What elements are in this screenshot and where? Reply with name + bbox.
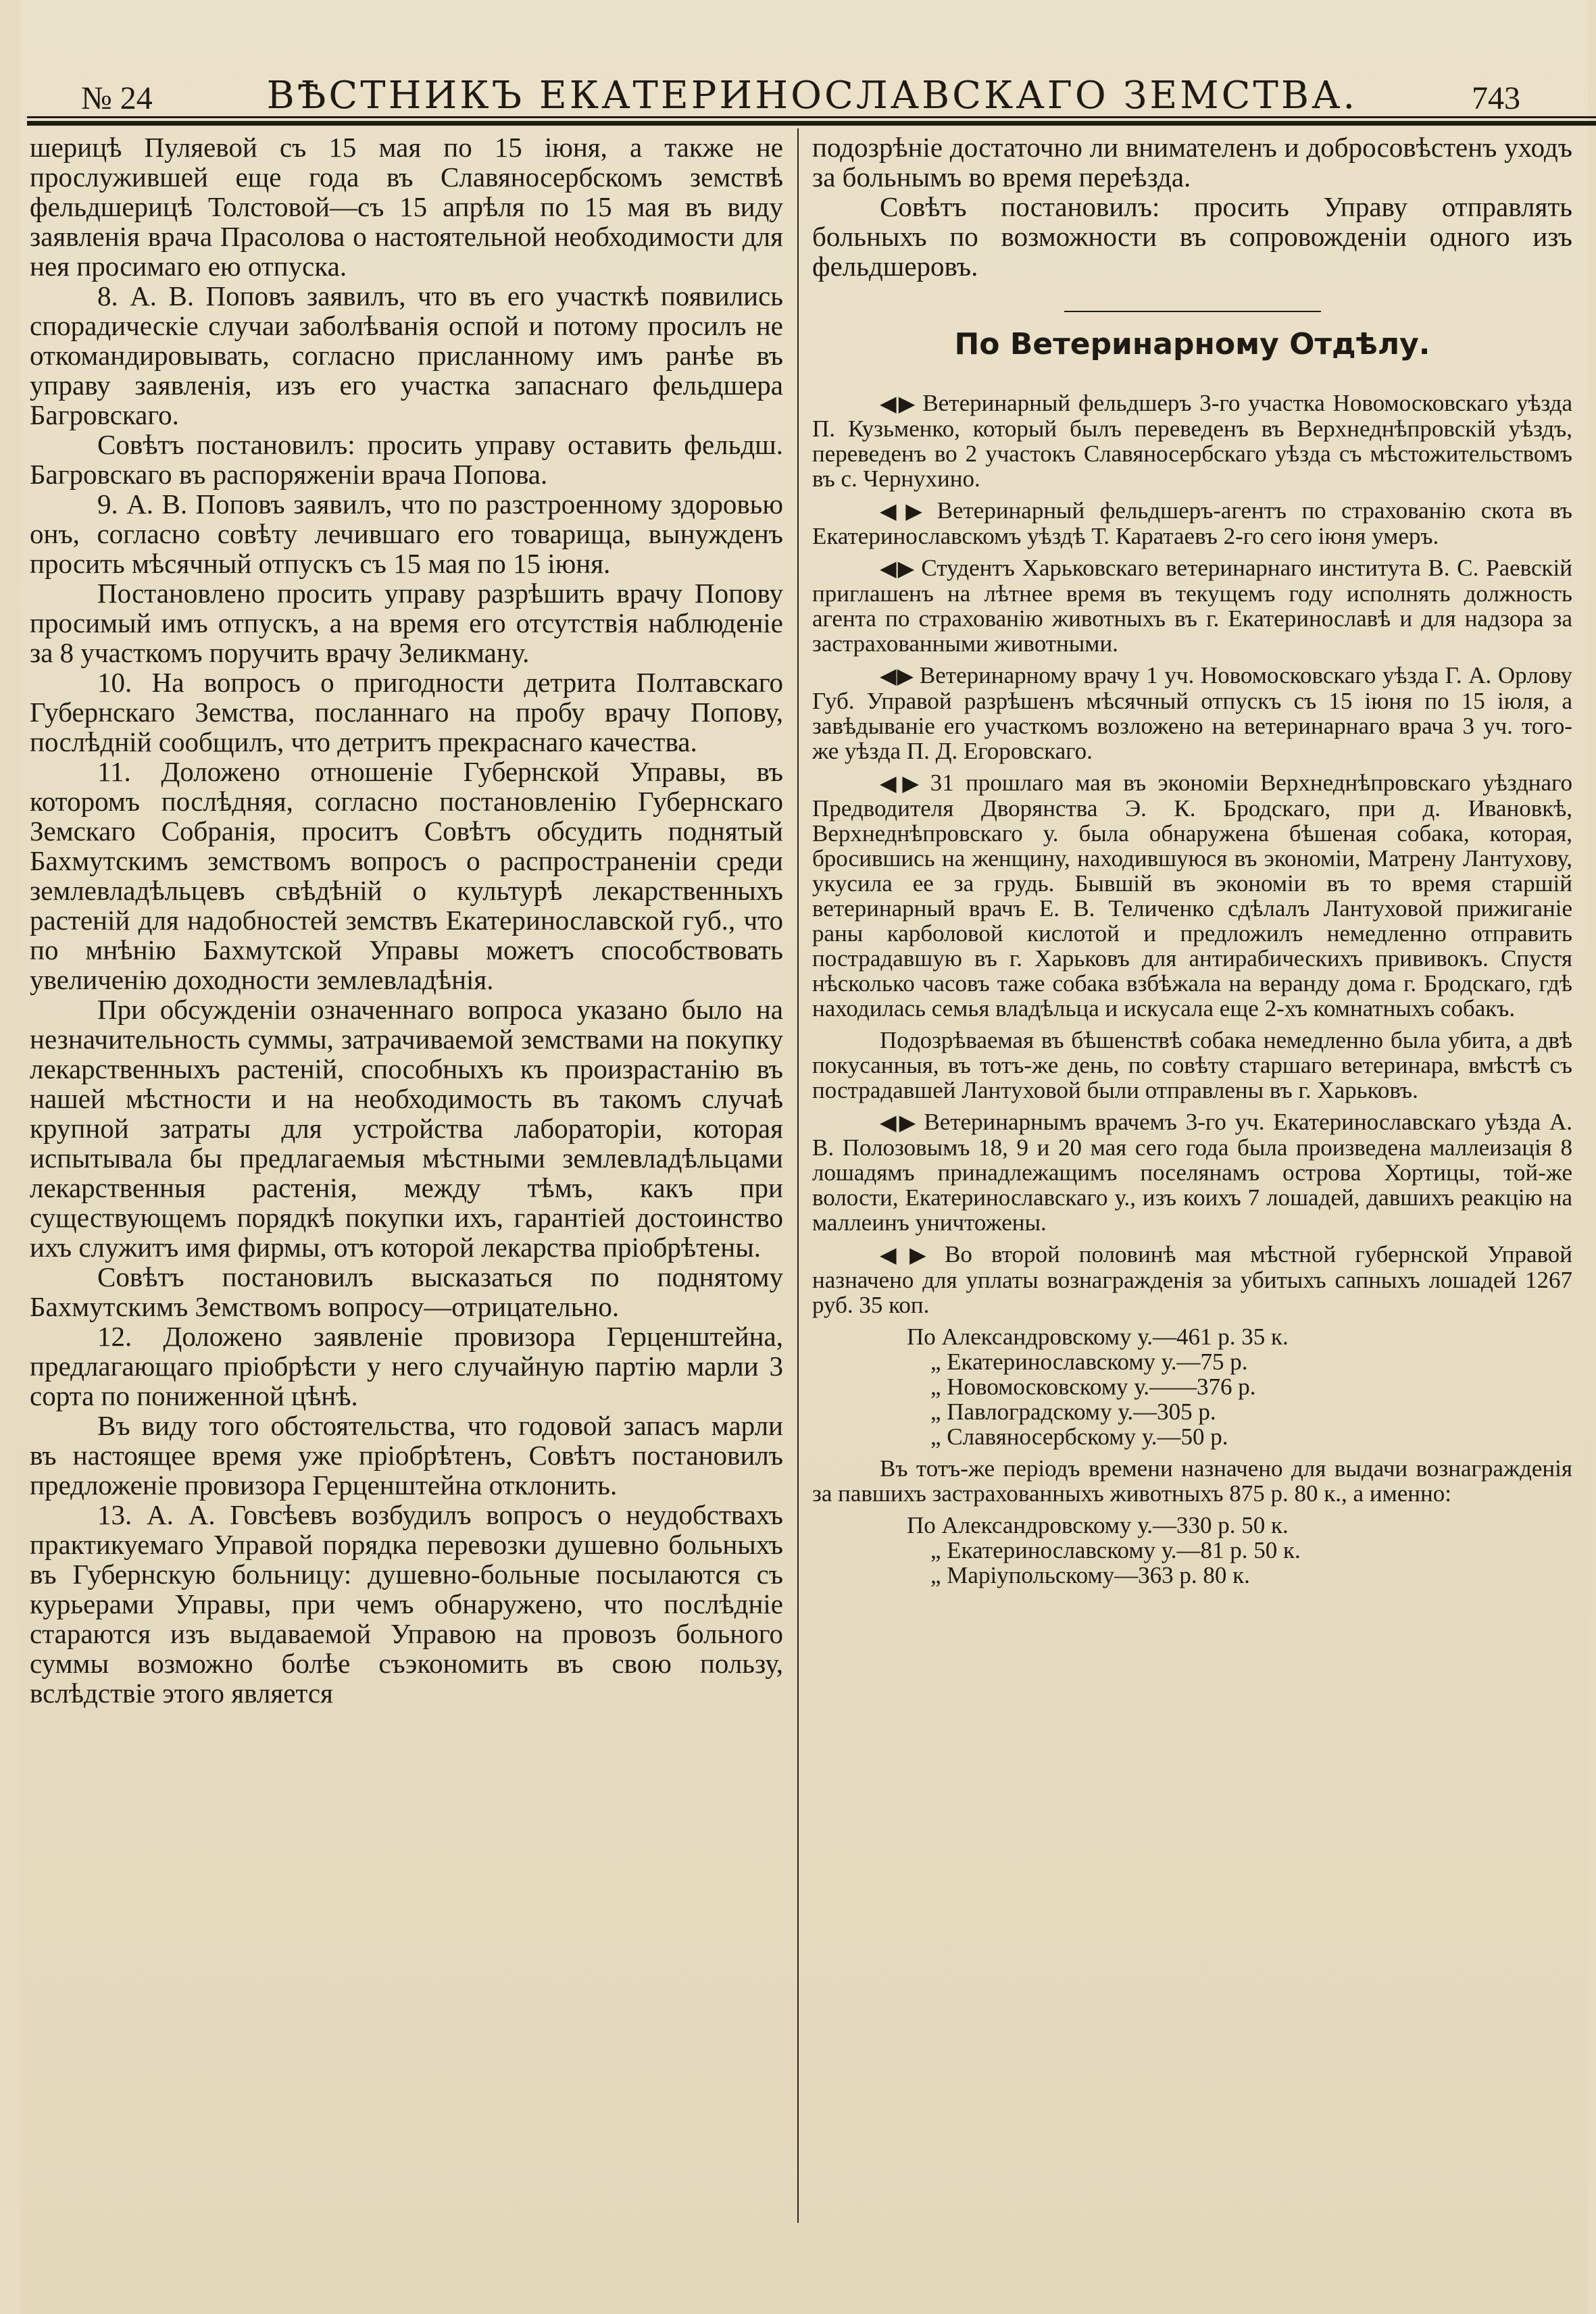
- news-item: [812, 498, 1572, 549]
- paragraph: 13. А. А. Говсѣевъ возбудилъ вопросъ о неудобствахъ практикуемаго Управой порядка перевозки душевно больныхъ въ Губернскую больницу: душевно-больные посылаются съ курьерами Управы, при чемъ обнаружено, что послѣдніе стараются изъ выдаваемой Управою на провозъ больного суммы возможно болѣе съэкономить въ свою пользу, вслѣдствіе этого является: [30, 1499, 783, 1709]
- bullet-ornament-icon: ◀▶: [880, 663, 914, 688]
- bullet-ornament-icon: ◀▶: [880, 1109, 919, 1135]
- page-number: 743: [1472, 80, 1520, 116]
- issue-number: № 24: [81, 80, 153, 116]
- section-rule: [1064, 311, 1321, 312]
- paragraph: 8. А. В. Поповъ заявилъ, что въ его участкѣ появились спорадическіе случаи заболѣванія оспой и потому просилъ не откомандировывать, согласно присланному имъ ранѣе въ управу заявленія, изъ его участка запаснаго фельдшера Багровскаго.: [30, 280, 783, 430]
- journal-title: ВѢСТНИКЪ ЕКАТЕРИНОСЛАВСКАГО ЗЕМСТВА.: [266, 74, 1358, 118]
- paragraph: Совѣтъ постановилъ высказаться по поднятому Бахмутскимъ Земствомъ вопросу—отрицательно.: [30, 1261, 783, 1322]
- list-item: „ Екатеринославскому у.—75 р.: [930, 1349, 1248, 1375]
- list-item: По Александровскому у.—330 р. 50 к.: [907, 1512, 1289, 1538]
- left-column: [30, 132, 783, 2227]
- paragraph: подозрѣніе достаточно ли внимателенъ и добросовѣстенъ уходъ за больнымъ во время переѣзда.: [812, 132, 1572, 193]
- news-item: [812, 770, 1572, 1021]
- news-item: [812, 391, 1572, 491]
- news-item-text: Во второй половинѣ мая мѣстной губернской Управой назначено для уплаты вознагражденія за убитыхъ сапныхъ лошадей 1267 руб. 35 коп.: [812, 1241, 1572, 1318]
- paragraph: Совѣтъ постановилъ: просить управу оставить фельдш. Багровскаго въ распоряженіи врача Попова.: [30, 429, 783, 490]
- paragraph: Въ тотъ-же періодъ времени назначено для выдачи вознагражденія за павшихъ застрахованныхъ животныхъ 875 р. 80 к., а именно:: [812, 1455, 1572, 1507]
- paragraph: 10. На вопросъ о пригодности детрита Полтавскаго Губернскаго Земства, посланнаго на пробу врачу Попову, послѣдній сообщилъ, что детритъ прекраснаго качества.: [30, 667, 783, 757]
- list-item: „ Екатеринославскому у.—81 р. 50 к.: [930, 1537, 1301, 1563]
- payment-list: [812, 1324, 1572, 1449]
- bullet-ornament-icon: ◀▶: [880, 555, 916, 581]
- bullet-ornament-icon: ◀▶: [880, 391, 918, 416]
- list-item: По Александровскому у.—461 р. 35 к.: [907, 1324, 1289, 1350]
- news-item-text: Студентъ Харьковскаго ветеринарнаго института В. С. Раевскій приглашенъ на лѣтнее время въ текущемъ году исполнять должность агента по страхованію животныхъ въ г. Екатеринославѣ и для надзора за застрахованными животными.: [812, 555, 1572, 657]
- news-item-text: Ветеринарный фельдшеръ-агентъ по страхованію скота въ Екатеринославскомъ уѣздѣ Т. Каратаевъ 2-го сего іюня умеръ.: [812, 497, 1572, 549]
- news-item-text: Ветеринарный фельдшеръ 3-го участка Новомосковскаго уѣзда П. Кузьменко, который былъ переведенъ въ Верхнеднѣпровскій уѣздъ, переведенъ во 2 участокъ Славяносербскаго уѣзда съ мѣстожительствомъ въ с. Чернухино.: [812, 390, 1572, 492]
- column-divider: [797, 128, 799, 2223]
- list-item: „ Маріупольскому—363 р. 80 к.: [930, 1562, 1250, 1588]
- paragraph: 11. Доложено отношеніе Губернской Управы, въ которомъ послѣдняя, согласно постановленію Губернскаго Земскаго Собранія, проситъ Совѣтъ обсудить поднятый Бахмутскимъ земствомъ вопросъ о распространеніи среди землевладѣльцевъ свѣдѣній о культурѣ лекарственныхъ растеній для надобностей земствъ Екатеринославской губ., что по мнѣнію Бахмутской Управы можетъ способствовать увеличенію доходности землевладѣнія.: [30, 756, 783, 995]
- paragraph: 9. А. В. Поповъ заявилъ, что по разстроенному здоровью онъ, согласно совѣту лечившаго его товарища, вынужденъ просить мѣсячный отпускъ съ 15 мая по 15 іюня.: [30, 488, 783, 579]
- news-item: [812, 555, 1572, 656]
- header-rule: [27, 116, 1596, 126]
- paragraph: Совѣтъ постановилъ: просить Управу отправлять больныхъ по возможности въ сопровожденіи одного изъ фельдшеровъ.: [812, 191, 1572, 282]
- paragraph: шерицѣ Пуляевой съ 15 мая по 15 іюня, а также не прослужившей еще года въ Славяносербскомъ земствѣ фельдшерицѣ Толстовой—съ 15 апрѣля по 15 мая въ виду заявленія врача Прасолова о настоятельной необходимости для нея просимаго ею отпуска.: [30, 132, 783, 282]
- news-item: [812, 663, 1572, 763]
- paragraph: Подозрѣваемая въ бѣшенствѣ собака немедленно была убита, а двѣ покусанныя, въ тотъ-же день, по совѣту старшаго ветеринара, вмѣстѣ съ пострадавшей Лантуховой были отправлены въ г. Харьковъ.: [812, 1027, 1572, 1103]
- news-item-text: Ветеринарному врачу 1 уч. Новомосковскаго уѣзда Г. А. Орлову Губ. Управой разрѣшенъ мѣсячный отпускъ съ 15 іюня по 15 іюля, а завѣдываніе его участкомъ возложено на ветеринарнаго врача 3 уч. того-же уѣзда П. Д. Егоровскаго.: [812, 662, 1572, 764]
- news-item: [812, 1109, 1572, 1235]
- list-item: „ Павлоградскому у.—305 р.: [930, 1399, 1216, 1425]
- page-header: [81, 47, 1520, 118]
- paragraph: 12. Доложено заявленіе провизора Герценштейна, предлагающаго пріобрѣсти у него случайную партію марли 3 сорта по пониженной цѣнѣ.: [30, 1321, 783, 1411]
- section-heading: По Ветеринарному Отдѣлу.: [954, 327, 1430, 361]
- news-item-text: Ветеринарнымъ врачемъ 3-го уч. Екатеринославскаго уѣзда А. В. Полозовымъ 18, 9 и 20 мая сего года была произведена маллеизація 8 лошадямъ принадлежащимъ поселянамъ острова Хортицы, той-же волости, Екатеринославскаго у., изъ коихъ 7 лошадей, давшихъ реакцію на маллеинъ уничтожены.: [812, 1109, 1572, 1236]
- payment-list: [812, 1513, 1572, 1588]
- right-column: [812, 132, 1572, 2227]
- paragraph: Постановлено просить управу разрѣшить врачу Попову просимый имъ отпускъ, а на время его отсутствія наблюденіе за 8 участкомъ поручить врачу Зеликману.: [30, 578, 783, 668]
- paragraph: При обсужденіи означеннаго вопроса указано было на незначительность суммы, затрачиваемой земствами на покупку лекарственныхъ растеній, способныхъ къ произрастанію въ нашей мѣстности и на необходимость въ такомъ случаѣ крупной затраты для устройства лабораторіи, которая испытывала бы предлагаемыя мѣстными землевладѣльцами лекарственныя растенія, между тѣмъ, какъ при существующемъ порядкѣ покупки ихъ, гарантіей достоинство ихъ служитъ имя фирмы, отъ которой лекарства пріобрѣтены.: [30, 994, 783, 1263]
- news-item: [812, 1242, 1572, 1317]
- list-item: „ Славяносербскому у.—50 р.: [930, 1424, 1228, 1450]
- bullet-ornament-icon: ◀▶: [880, 498, 932, 524]
- news-item-text: 31 прошлаго мая въ экономіи Верхнеднѣпровскаго уѣзднаго Предводителя Дворянства Э. К. Бродскаго, при д. Ивановкѣ, Верхнеднѣпровскаго у. была обнаружена бѣшеная собака, которая, бросившись на женщину, находившуюся въ экономіи, Матрену Лантухову, укусила ее за грудь. Бывшій въ экономіи въ то время старшій ветеринарный врачъ Е. В. Теличенко сдѣлалъ Лантуховой прижиганіе раны карболовой кислотой и предложилъ немедленно отправить пострадавшую въ г. Харьковъ для антирабическихъ прививокъ. Спустя нѣсколько часовъ таже собака взбѣжала на веранду дома г. Бродскаго, гдѣ находилась семья владѣльца и искусала еще 2-хъ комнатныхъ собакъ.: [812, 770, 1572, 1022]
- paragraph: Въ виду того обстоятельства, что годовой запасъ марли въ настоящее время уже пріобрѣтенъ, Совѣтъ постановилъ предложеніе провизора Герценштейна отклонить.: [30, 1410, 783, 1501]
- bullet-ornament-icon: ◀▶: [880, 770, 925, 796]
- bullet-ornament-icon: ◀▶: [880, 1242, 939, 1267]
- list-item: „ Новомосковскому у.——376 р.: [930, 1374, 1256, 1400]
